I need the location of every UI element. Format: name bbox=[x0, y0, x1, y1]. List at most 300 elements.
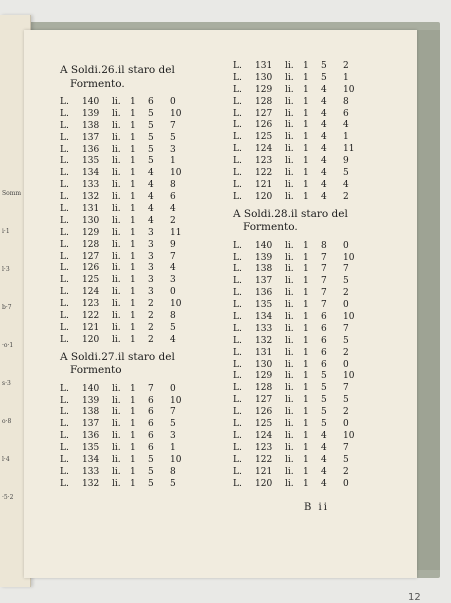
table-cell: li. bbox=[112, 275, 121, 286]
table-cell: li. bbox=[285, 407, 294, 418]
table-cell: 1 bbox=[303, 252, 309, 263]
section-heading-line: A Soldi.28.il staro del bbox=[233, 207, 348, 220]
table-cell: 9 bbox=[170, 239, 176, 250]
table-cell: L. bbox=[60, 466, 69, 477]
table-cell: li. bbox=[112, 478, 121, 489]
table-cell: li. bbox=[112, 455, 121, 466]
table-cell: L. bbox=[60, 287, 69, 298]
table-cell: 4 bbox=[148, 168, 154, 179]
section-heading bbox=[60, 64, 230, 91]
table-cell: 0 bbox=[343, 240, 349, 251]
table-cell: 1 bbox=[303, 108, 309, 119]
table-cell: 129 bbox=[255, 84, 273, 95]
table-cell: 7 bbox=[321, 264, 327, 275]
table-cell: 10 bbox=[170, 395, 182, 406]
table-cell: 120 bbox=[255, 478, 273, 489]
table-cell: 7 bbox=[343, 442, 349, 453]
section-heading-line: Formento. bbox=[70, 77, 125, 90]
table-row bbox=[233, 455, 403, 467]
left-page-fragment: l·3 bbox=[2, 266, 10, 273]
table-cell: 1 bbox=[303, 407, 309, 418]
table-cell: li. bbox=[112, 227, 121, 238]
table-cell: 10 bbox=[343, 430, 355, 441]
table-row bbox=[233, 300, 403, 312]
table-cell: L. bbox=[233, 61, 242, 71]
table-cell: li. bbox=[285, 323, 294, 334]
table-cell: 5 bbox=[148, 156, 154, 167]
left-page-fragment: s·3 bbox=[2, 380, 11, 387]
table-cell: li. bbox=[285, 156, 294, 167]
table-cell: 5 bbox=[148, 478, 154, 489]
table-cell: 1 bbox=[130, 395, 136, 406]
table-row bbox=[233, 144, 403, 156]
table-cell: L. bbox=[60, 168, 69, 179]
table-cell: L. bbox=[233, 442, 242, 453]
table-cell: 1 bbox=[303, 300, 309, 311]
table-cell: 2 bbox=[343, 466, 349, 477]
table-cell: 0 bbox=[170, 97, 176, 107]
table-row bbox=[233, 180, 403, 192]
table-row bbox=[60, 335, 230, 347]
table-cell: L. bbox=[60, 108, 69, 119]
table-row bbox=[233, 324, 403, 336]
table-cell: 135 bbox=[82, 156, 100, 167]
table-row bbox=[233, 371, 403, 383]
table-cell: 128 bbox=[255, 96, 273, 107]
table-row bbox=[233, 276, 403, 288]
table-row bbox=[60, 455, 230, 467]
table-cell: 4 bbox=[321, 466, 327, 477]
table-cell: li. bbox=[285, 276, 294, 287]
table-cell: L. bbox=[233, 191, 242, 202]
table-cell: L. bbox=[60, 215, 69, 226]
section-heading-line: Formento bbox=[70, 364, 122, 377]
table-cell: 1 bbox=[130, 263, 136, 274]
table-cell: 4 bbox=[321, 168, 327, 179]
table-cell: 11 bbox=[343, 144, 355, 155]
table-cell: 1 bbox=[130, 443, 136, 454]
table-cell: 4 bbox=[321, 132, 327, 143]
table-cell: L. bbox=[60, 156, 69, 167]
table-cell: L. bbox=[60, 431, 69, 442]
table-cell: 1 bbox=[303, 335, 309, 346]
table-cell: li. bbox=[285, 120, 294, 131]
table-cell: 1 bbox=[303, 395, 309, 406]
table-cell: li. bbox=[112, 419, 121, 430]
table-column-left bbox=[60, 60, 230, 491]
table-cell: 5 bbox=[148, 108, 154, 119]
table-cell: 1 bbox=[130, 431, 136, 442]
table-cell: 1 bbox=[303, 323, 309, 334]
table-cell: 7 bbox=[343, 264, 349, 275]
table-cell: L. bbox=[233, 252, 242, 263]
table-cell: 7 bbox=[321, 288, 327, 299]
table-cell: li. bbox=[285, 288, 294, 299]
table-cell: L. bbox=[233, 240, 242, 251]
table-cell: 10 bbox=[343, 371, 355, 382]
table-cell: 124 bbox=[255, 144, 273, 155]
table-cell: 130 bbox=[255, 72, 273, 83]
table-column-right bbox=[233, 61, 403, 490]
table-row bbox=[60, 204, 230, 216]
table-cell: 136 bbox=[255, 288, 273, 299]
table-cell: 5 bbox=[148, 120, 154, 131]
table-row bbox=[233, 264, 403, 276]
table-cell: li. bbox=[285, 395, 294, 406]
table-cell: 1 bbox=[303, 168, 309, 179]
table-cell: 126 bbox=[82, 263, 100, 274]
table-cell: 5 bbox=[321, 61, 327, 71]
table-cell: 6 bbox=[170, 192, 176, 203]
table-cell: 135 bbox=[255, 300, 273, 311]
left-page-fragment: ·5·2 bbox=[2, 494, 14, 501]
table-cell: L. bbox=[60, 407, 69, 418]
table-cell: li. bbox=[112, 334, 121, 345]
table-row bbox=[60, 216, 230, 228]
table-cell: 6 bbox=[321, 335, 327, 346]
table-row bbox=[233, 192, 403, 204]
table-cell: 3 bbox=[148, 251, 154, 262]
table-cell: L. bbox=[233, 264, 242, 275]
table-cell: 0 bbox=[343, 419, 349, 430]
table-cell: 2 bbox=[148, 334, 154, 345]
table-cell: 8 bbox=[321, 240, 327, 251]
table-cell: li. bbox=[112, 144, 121, 155]
table-cell: 121 bbox=[255, 179, 273, 190]
table-row bbox=[60, 479, 230, 491]
table-cell: 1 bbox=[130, 120, 136, 131]
table-cell: L. bbox=[60, 478, 69, 489]
table-row bbox=[233, 443, 403, 455]
table-row bbox=[233, 120, 403, 132]
table-cell: 1 bbox=[303, 419, 309, 430]
table-cell: 8 bbox=[170, 180, 176, 191]
table-cell: 128 bbox=[255, 383, 273, 394]
table-cell: 4 bbox=[321, 108, 327, 119]
table-row bbox=[60, 431, 230, 443]
table-cell: 128 bbox=[82, 239, 100, 250]
table-cell: 1 bbox=[303, 132, 309, 143]
table-cell: 140 bbox=[82, 97, 100, 107]
table-cell: 137 bbox=[255, 276, 273, 287]
table-cell: L. bbox=[233, 96, 242, 107]
table-cell: L. bbox=[233, 108, 242, 119]
table-cell: L. bbox=[60, 239, 69, 250]
table-cell: li. bbox=[112, 251, 121, 262]
table-cell: L. bbox=[233, 371, 242, 382]
table-cell: li. bbox=[285, 300, 294, 311]
table-cell: L. bbox=[233, 132, 242, 143]
table-cell: 136 bbox=[82, 431, 100, 442]
table-cell: 1 bbox=[130, 97, 136, 107]
table-row bbox=[60, 323, 230, 335]
table-cell: 1 bbox=[130, 251, 136, 262]
table-cell: 135 bbox=[82, 443, 100, 454]
table-cell: 4 bbox=[321, 442, 327, 453]
table-cell: 127 bbox=[255, 395, 273, 406]
table-cell: 131 bbox=[82, 204, 100, 215]
table-cell: 0 bbox=[343, 300, 349, 311]
table-cell: 1 bbox=[130, 407, 136, 418]
table-cell: 1 bbox=[130, 275, 136, 286]
table-cell: li. bbox=[112, 180, 121, 191]
section-heading bbox=[233, 208, 403, 235]
table-cell: 1 bbox=[303, 84, 309, 95]
table-cell: 10 bbox=[343, 312, 355, 323]
table-cell: li. bbox=[285, 312, 294, 323]
table-cell: 2 bbox=[148, 299, 154, 310]
table-cell: 9 bbox=[343, 156, 349, 167]
section-heading bbox=[60, 351, 230, 378]
table-cell: 5 bbox=[170, 419, 176, 430]
table-cell: 7 bbox=[321, 252, 327, 263]
table-row bbox=[60, 168, 230, 180]
table-cell: L. bbox=[60, 227, 69, 238]
table-cell: L. bbox=[60, 419, 69, 430]
table-row bbox=[233, 383, 403, 395]
table-cell: 3 bbox=[148, 227, 154, 238]
table-cell: li. bbox=[112, 192, 121, 203]
table-cell: 1 bbox=[303, 383, 309, 394]
table-cell: 4 bbox=[321, 454, 327, 465]
table-cell: 10 bbox=[170, 299, 182, 310]
table-cell: 1 bbox=[130, 311, 136, 322]
table-cell: 133 bbox=[255, 323, 273, 334]
left-page-fragment: l·4 bbox=[2, 456, 10, 463]
table-cell: 5 bbox=[343, 276, 349, 287]
table-row bbox=[60, 419, 230, 431]
table-cell: 5 bbox=[170, 478, 176, 489]
table-row bbox=[233, 85, 403, 97]
table-cell: 5 bbox=[343, 335, 349, 346]
table-cell: L. bbox=[233, 156, 242, 167]
table-cell: li. bbox=[112, 263, 121, 274]
table-cell: li. bbox=[285, 108, 294, 119]
table-cell: 1 bbox=[303, 240, 309, 251]
table-cell: 4 bbox=[170, 334, 176, 345]
table-row bbox=[60, 145, 230, 157]
table-cell: 2 bbox=[170, 215, 176, 226]
table-cell: 4 bbox=[321, 156, 327, 167]
table-cell: L. bbox=[233, 347, 242, 358]
table-cell: L. bbox=[60, 322, 69, 333]
table-row bbox=[60, 311, 230, 323]
table-cell: 1 bbox=[130, 287, 136, 298]
table-cell: 139 bbox=[255, 252, 273, 263]
table-cell: 134 bbox=[82, 455, 100, 466]
table-cell: 1 bbox=[303, 359, 309, 370]
table-cell: 2 bbox=[343, 191, 349, 202]
table-cell: L. bbox=[233, 430, 242, 441]
table-row bbox=[233, 336, 403, 348]
table-cell: L. bbox=[60, 132, 69, 143]
table-cell: 1 bbox=[303, 312, 309, 323]
table-cell: 3 bbox=[148, 275, 154, 286]
table-cell: 1 bbox=[130, 144, 136, 155]
table-cell: 4 bbox=[321, 144, 327, 155]
table-cell: 4 bbox=[321, 84, 327, 95]
table-cell: 1 bbox=[130, 419, 136, 430]
table-cell: 8 bbox=[170, 466, 176, 477]
table-cell: 132 bbox=[82, 192, 100, 203]
table-cell: 124 bbox=[255, 430, 273, 441]
table-cell: 4 bbox=[321, 430, 327, 441]
table-row bbox=[60, 252, 230, 264]
table-cell: 7 bbox=[321, 300, 327, 311]
table-cell: li. bbox=[112, 322, 121, 333]
table-cell: 4 bbox=[170, 204, 176, 215]
table-row bbox=[60, 396, 230, 408]
table-row bbox=[60, 287, 230, 299]
table-cell: 125 bbox=[82, 275, 100, 286]
table-cell: L. bbox=[60, 299, 69, 310]
table-cell: 129 bbox=[82, 227, 100, 238]
table-cell: li. bbox=[112, 215, 121, 226]
table-row bbox=[233, 419, 403, 431]
table-cell: 1 bbox=[130, 455, 136, 466]
table-cell: li. bbox=[285, 371, 294, 382]
table-cell: li. bbox=[285, 144, 294, 155]
table-row bbox=[60, 121, 230, 133]
table-cell: L. bbox=[233, 323, 242, 334]
table-cell: 4 bbox=[321, 120, 327, 131]
table-cell: 5 bbox=[148, 132, 154, 143]
table-cell: L. bbox=[60, 383, 69, 394]
table-cell: 1 bbox=[170, 156, 176, 167]
table-cell: L. bbox=[60, 443, 69, 454]
table-cell: 123 bbox=[82, 299, 100, 310]
table-cell: 3 bbox=[170, 275, 176, 286]
table-cell: 122 bbox=[255, 168, 273, 179]
table-cell: L. bbox=[233, 72, 242, 83]
table-cell: 138 bbox=[255, 264, 273, 275]
table-cell: L. bbox=[60, 334, 69, 345]
table-cell: li. bbox=[112, 156, 121, 167]
table-cell: L. bbox=[60, 251, 69, 262]
table-cell: 5 bbox=[343, 168, 349, 179]
table-cell: li. bbox=[285, 359, 294, 370]
table-cell: L. bbox=[60, 97, 69, 107]
table-cell: li. bbox=[112, 466, 121, 477]
table-cell: 5 bbox=[148, 144, 154, 155]
table-cell: 1 bbox=[303, 120, 309, 131]
table-cell: 1 bbox=[130, 192, 136, 203]
table-cell: 5 bbox=[343, 454, 349, 465]
table-cell: 4 bbox=[321, 179, 327, 190]
table-cell: 5 bbox=[321, 419, 327, 430]
table-cell: 133 bbox=[82, 180, 100, 191]
table-cell: 6 bbox=[321, 359, 327, 370]
table-cell: 10 bbox=[170, 455, 182, 466]
table-cell: 1 bbox=[130, 215, 136, 226]
table-cell: 7 bbox=[343, 323, 349, 334]
table-cell: 10 bbox=[343, 84, 355, 95]
table-cell: 5 bbox=[148, 455, 154, 466]
table-cell: L. bbox=[233, 312, 242, 323]
table-cell: 121 bbox=[82, 322, 100, 333]
table-cell: 4 bbox=[321, 191, 327, 202]
table-row bbox=[60, 240, 230, 252]
table-cell: 1 bbox=[303, 466, 309, 477]
table-cell: 1 bbox=[130, 334, 136, 345]
table-cell: L. bbox=[60, 395, 69, 406]
table-cell: 5 bbox=[321, 72, 327, 83]
table-row bbox=[60, 467, 230, 479]
section-heading-line: A Soldi.26.il staro del bbox=[60, 64, 175, 76]
table-cell: li. bbox=[285, 383, 294, 394]
table-cell: li. bbox=[285, 478, 294, 489]
table-cell: 1 bbox=[130, 322, 136, 333]
table-cell: 1 bbox=[130, 180, 136, 191]
table-cell: 1 bbox=[303, 442, 309, 453]
table-row bbox=[233, 407, 403, 419]
table-cell: 6 bbox=[321, 347, 327, 358]
table-cell: 140 bbox=[82, 383, 100, 394]
table-cell: 133 bbox=[82, 466, 100, 477]
table-cell: 1 bbox=[303, 276, 309, 287]
table-cell: li. bbox=[112, 132, 121, 143]
table-cell: 130 bbox=[255, 359, 273, 370]
table-cell: 1 bbox=[130, 239, 136, 250]
table-row bbox=[233, 467, 403, 479]
table-cell: 6 bbox=[148, 395, 154, 406]
table-cell: 2 bbox=[343, 288, 349, 299]
table-cell: li. bbox=[285, 84, 294, 95]
table-row bbox=[233, 479, 403, 491]
table-row bbox=[60, 275, 230, 287]
section-heading-line: A Soldi.27.il staro del bbox=[60, 350, 175, 363]
table-cell: 3 bbox=[170, 431, 176, 442]
table-cell: li. bbox=[285, 191, 294, 202]
table-cell: 7 bbox=[321, 276, 327, 287]
table-cell: li. bbox=[112, 299, 121, 310]
table-row bbox=[233, 61, 403, 73]
table-cell: L. bbox=[233, 300, 242, 311]
table-cell: li. bbox=[285, 335, 294, 346]
table-cell: li. bbox=[285, 168, 294, 179]
left-page-fragment: i·1 bbox=[2, 228, 10, 235]
table-cell: li. bbox=[285, 61, 294, 71]
table-cell: L. bbox=[233, 120, 242, 131]
table-cell: 1 bbox=[303, 144, 309, 155]
table-cell: 1 bbox=[130, 299, 136, 310]
table-cell: 129 bbox=[255, 371, 273, 382]
table-cell: li. bbox=[285, 179, 294, 190]
table-cell: 1 bbox=[303, 430, 309, 441]
table-cell: 130 bbox=[82, 215, 100, 226]
table-row bbox=[60, 384, 230, 396]
table-cell: 7 bbox=[148, 383, 154, 394]
table-cell: 123 bbox=[255, 156, 273, 167]
table-cell: 5 bbox=[170, 322, 176, 333]
table-cell: L. bbox=[233, 335, 242, 346]
table-cell: 1 bbox=[130, 227, 136, 238]
table-cell: li. bbox=[112, 204, 121, 215]
table-cell: L. bbox=[60, 455, 69, 466]
table-cell: li. bbox=[285, 442, 294, 453]
table-cell: L. bbox=[60, 144, 69, 155]
table-cell: 1 bbox=[130, 156, 136, 167]
table-row bbox=[60, 299, 230, 311]
table-cell: 6 bbox=[148, 97, 154, 107]
table-cell: 2 bbox=[148, 311, 154, 322]
table-cell: li. bbox=[285, 419, 294, 430]
table-cell: 1 bbox=[170, 443, 176, 454]
table-cell: 132 bbox=[82, 478, 100, 489]
table-cell: 126 bbox=[255, 407, 273, 418]
table-cell: 134 bbox=[82, 168, 100, 179]
table-cell: li. bbox=[112, 97, 121, 107]
